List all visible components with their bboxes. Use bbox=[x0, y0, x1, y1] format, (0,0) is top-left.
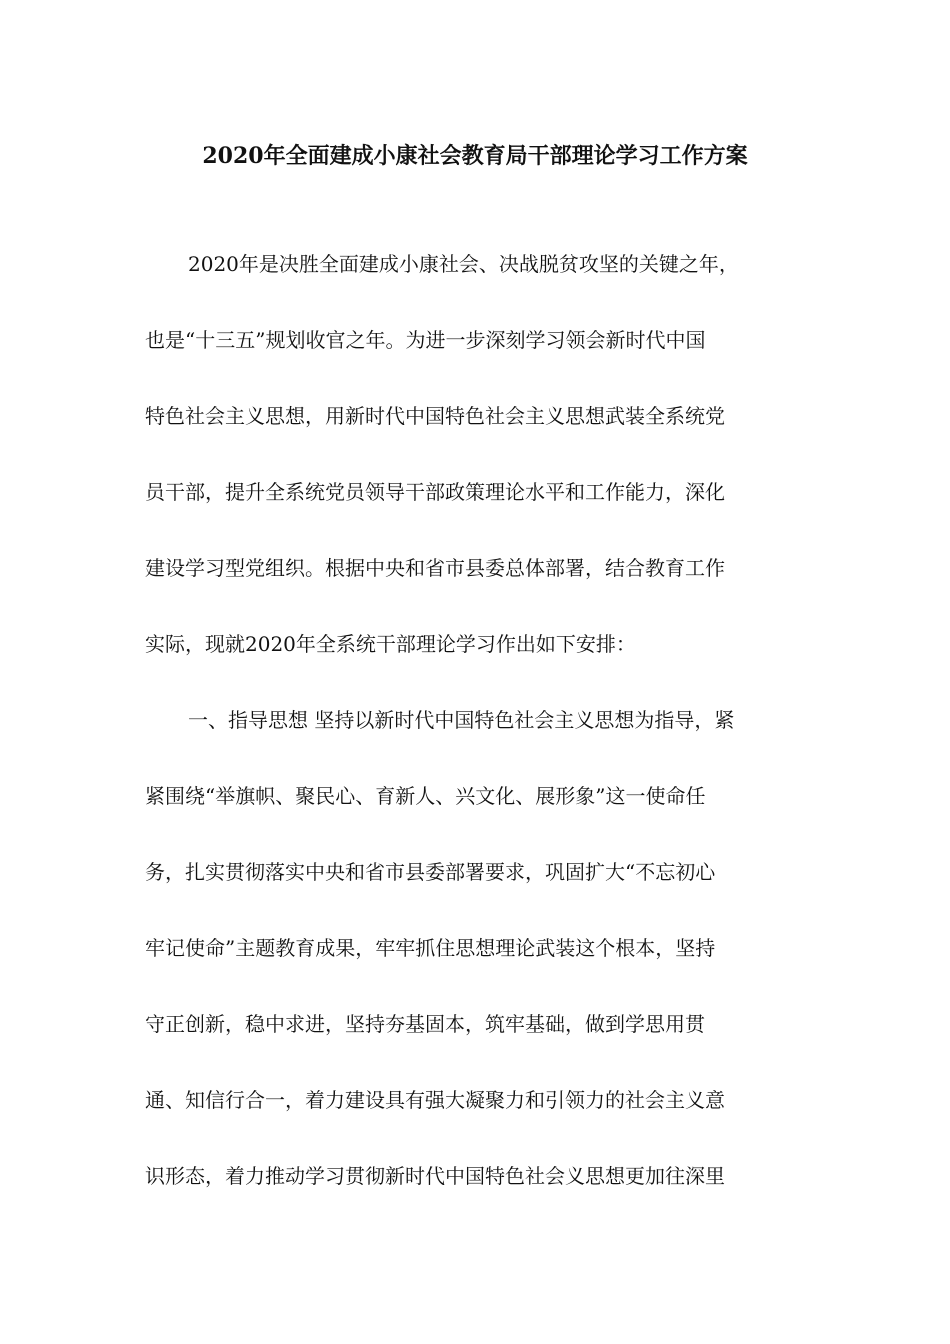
paragraph-line: 牢记使命”主题教育成果，牢牢抓住思想理论武装这个根本，坚持 bbox=[145, 936, 716, 960]
paragraph-line: 特色社会主义思想，用新时代中国特色社会主义思想武装全系统党 bbox=[145, 404, 725, 428]
paragraph-line: 员干部，提升全系统党员领导干部政策理论水平和工作能力，深化 bbox=[145, 480, 725, 504]
paragraph-line: 识形态，着力推动学习贯彻新时代中国特色社会义思想更加往深里 bbox=[145, 1164, 725, 1188]
paragraph-line: 一、指导思想 坚持以新时代中国特色社会主义思想为指导，紧 bbox=[188, 708, 735, 732]
paragraph-line: 实际，现就2020年全系统干部理论学习作出如下安排： bbox=[145, 632, 636, 656]
paragraph-line: 守正创新，稳中求进，坚持夯基固本，筑牢基础，做到学思用贯 bbox=[145, 1012, 705, 1036]
paragraph-line: 务，扎实贯彻落实中央和省市县委部署要求，巩固扩大“不忘初心 bbox=[145, 860, 716, 884]
paragraph-line: 紧围绕“举旗帜、聚民心、育新人、兴文化、展形象”这一使命任 bbox=[145, 784, 706, 808]
document-title: 2020年全面建成小康社会教育局干部理论学习工作方案 bbox=[202, 143, 748, 169]
paragraph-line: 2020年是决胜全面建成小康社会、决战脱贫攻坚的关键之年， bbox=[188, 252, 739, 276]
paragraph-line: 通、知信行合一，着力建设具有强大凝聚力和引领力的社会主义意 bbox=[145, 1088, 725, 1112]
paragraph-line: 也是“十三五”规划收官之年。为进一步深刻学习领会新时代中国 bbox=[145, 328, 706, 352]
paragraph-line: 建设学习型党组织。根据中央和省市县委总体部署，结合教育工作 bbox=[145, 556, 725, 580]
